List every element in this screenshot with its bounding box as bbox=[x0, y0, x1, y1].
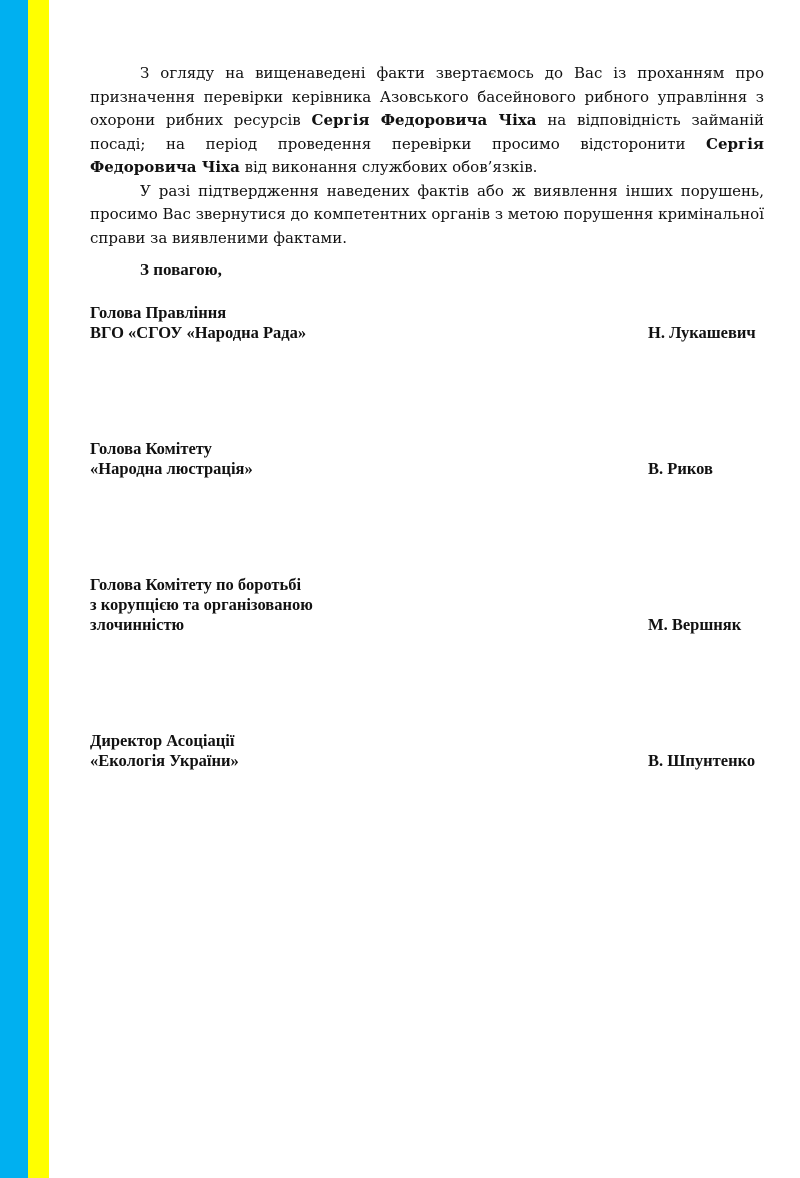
signature-name: В. Риков bbox=[648, 459, 713, 478]
signature-name: Н. Лукашевич bbox=[648, 323, 756, 342]
signature-title-line: злочинністю bbox=[90, 615, 185, 634]
person-name: Сергія Федоровича Чіха bbox=[90, 134, 764, 176]
signature-title-line: «Народна люстрація» bbox=[90, 459, 253, 478]
signature-title-line: ВГО «СГОУ «Народна Рада» bbox=[90, 323, 307, 342]
person-name: Сергія Федоровича Чіха bbox=[311, 111, 537, 129]
flag-stripe-blue bbox=[0, 0, 28, 1178]
signature-title bbox=[90, 439, 253, 479]
paragraph-request: З огляду на вищенаведені факти звертаємось до Вас із проханням про призначення перевірки керівника Азовського басейнового рибного управління з охорони рибних ресурсів Сергія Федоровича Чіха на відповідність займаній посаді; на період проведення перевірки просимо відсторонити Сергія Федоровича Чіха від виконання службових обов’язків. bbox=[90, 64, 764, 176]
signature-title-line: «Екологія України» bbox=[90, 751, 239, 770]
signature-title bbox=[90, 731, 239, 771]
letter-body bbox=[90, 62, 764, 250]
signature-title-line: Голова Комітету bbox=[90, 439, 212, 458]
signature-name: М. Вершняк bbox=[648, 615, 742, 634]
signature-title-line: Директор Асоціації bbox=[90, 731, 235, 750]
signature-title bbox=[90, 575, 313, 635]
signature-title-line: Голова Правління bbox=[90, 303, 227, 322]
signature-title-line: з корупцією та організованою bbox=[90, 595, 313, 614]
signature-name: В. Шпунтенко bbox=[648, 751, 756, 770]
signature-title-line: Голова Комітету по боротьбі bbox=[90, 575, 302, 594]
flag-stripe-yellow bbox=[28, 0, 49, 1178]
closing-phrase: З повагою, bbox=[140, 260, 222, 279]
signature-title bbox=[90, 303, 306, 343]
paragraph-criminal-case: У разі підтвердження наведених фактів або ж виявлення інших порушень, просимо Вас звернутися до компетентних органів з метою порушення кримінальної справи за виявленими фактами. bbox=[90, 181, 764, 247]
